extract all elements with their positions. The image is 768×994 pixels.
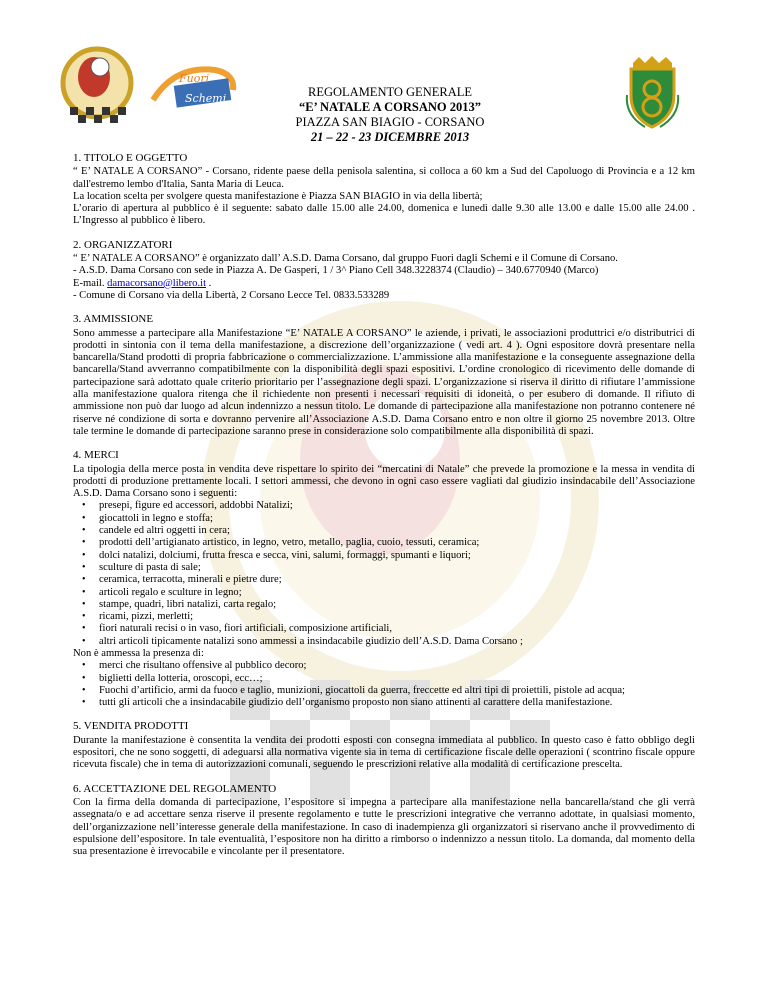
paragraph: - Comune di Corsano via della Libertà, 2 Corsano Lecce Tel. 0833.533289 (73, 289, 390, 301)
paragraph: La location scelta per svolgere questa manifestazione è Piazza SAN BIAGIO in via della libertà; (73, 190, 483, 202)
paragraph: “ E’ NATALE A CORSANO” è organizzato dall’ A.S.D. Dama Corsano, dal gruppo Fuori dagli Schemi e il Comune di Corsano. (73, 253, 618, 265)
denied-list (73, 660, 695, 709)
paragraph: “ E’ NATALE A CORSANO” - Corsano, ridente paese della penisola salentina, si colloca a 60 km a Sud del Capoluogo di Provincia e a 12 km dall'estremo lembo d'Italia, Santa Maria di Leuca. (73, 166, 695, 190)
email-link[interactable]: damacorsano@libero.it (107, 277, 207, 289)
paragraph: L’orario di apertura al pubblico è il seguente: sabato dalle 15.00 alle 24.00, domenica e lunedì dalle 9.30 alle 13.00 e dalle 15.00 alle 24.00 . L’Ingresso al pubblico è libero. (73, 203, 695, 227)
paragraph: La tipologia della merce posta in vendita deve rispettare lo spirito dei “mercatini di Natale” che prevede la promozione e la messa in vendita di prodotti di produzione prettamente locali. I settori ammessi, che devono in ogni caso essere vagliati dal giudizio insindacabile dell’Associazione A.S.D. Dama Corsano sono i seguenti: (73, 463, 695, 500)
document-title (230, 85, 550, 145)
section-title: 4. MERCI (73, 449, 119, 462)
paragraph: Con la firma della domanda di partecipazione, l’espositore si impegna a partecipare alla manifestazione nella bancarella/stand che gli verrà assegnata/o e ad accettare senza riserve il presente regolamento e tutte le prescrizioni integrative che verranno adottate, in qualsiasi momento, dell’organizzazione nell’interesse generale della manifestazione. In caso di inadempienza gli organizzatori si riservano anche il provvedimento di espulsione dell’espositore. In tale eventualità, l’espositore non ha diritto a rimborso o indennizzo a nessun titolo. La domanda, dal momento della sua presentazione è irrevocabile e vincolante per il presentatore. (73, 796, 695, 858)
email-after: . (206, 277, 212, 289)
list-item: • ceramica, terracotta, minerali e pietre dure; (99, 574, 695, 586)
section-3 (73, 313, 695, 438)
list-item: • dolci natalizi, dolciumi, frutta fresca e secca, vini, salumi, formaggi, spumanti e liquori; (99, 550, 695, 562)
section-title: 1. TITOLO E OGGETTO (73, 152, 188, 164)
fuori-dagli-schemi-logo-icon (145, 60, 240, 115)
list-item: • articoli regalo e sculture in legno; (99, 587, 695, 599)
list-item: • candele ed altri oggetti in cera; (99, 525, 695, 537)
svg-text:Schemi: Schemi (185, 92, 227, 105)
section-1 (73, 152, 695, 228)
list-item: • altri articoli tipicamente natalizi sono ammessi a insindacabile giudizio dell’A.S.D. Dama Corsano ; (99, 636, 695, 648)
title-line-2: “E’ NATALE A CORSANO 2013” (299, 100, 481, 114)
list-item: • sculture di pasta di sale; (99, 562, 695, 574)
allowed-list (73, 500, 695, 648)
paragraph: Durante la manifestazione è consentita la vendita dei prodotti esposti con consegna immediata al pubblico. In questo caso è fatto obbligo degli espositori, che ne sono soggetti, di adeguarsi alla normativa vigente sia in tema di certificazione fiscale delle operazioni ( scontrino fiscale oppure ricevuta fiscale) che in tema di autorizzazioni comunali, seguendo le prescrizioni relative alla modalità di certificazione prescelta. (73, 734, 695, 771)
section-title: 6. ACCETTAZIONE DEL REGOLAMENTO (73, 782, 277, 795)
section-2 (73, 239, 695, 302)
list-item: • presepi, figure ed accessori, addobbi Natalizi; (99, 500, 695, 512)
dama-corsano-logo-icon (60, 45, 135, 130)
paragraph: Sono ammesse a partecipare alla Manifestazione “E’ NATALE A CORSANO” le aziende, i privati, le associazioni produttrici e/o distributrici di prodotti in sintonia con il tema della manifestazione, a discrezione dell’organizzazione ( vedi art. 4 ). Ogni espositore dovrà presentare nella bancarella/Stand prodotti di propria fabbricazione o commercializzazione. L’ammissione alla manifestazione e la conseguente assegnazione della bancarella/Stand avverranno compatibilmente con la disponibilità degli spazi espositivi. L’ordine cronologico di ricevimento delle domande di partecipazione sarà adottato quale criterio prioritario per l’assegnazione degli spazi. L’organizzazione si riserva il diritto di rifiutare l’ammissione alla manifestazione qualora ritenga che il richiedente non presenti i necessari requisiti di idoneità, o per esubero di domande. Il rifiuto di ammissione non può dar luogo ad alcun indennizzo a nessun titolo. Le domande di partecipazione alla manifestazione non potranno contenere né riserve né condizione di sorta e dovranno pervenire all’Associazione A.S.D. Dama Corsano entro e non oltre il giorno 25 novembre 2013. Oltre tale termine le domande di partecipazione saranno prese in considerazione solo compatibilmente alla disponibilità di spazi. (73, 327, 695, 437)
email-line (73, 278, 695, 290)
svg-text:Fuori: Fuori (179, 72, 210, 85)
section-title: 3. AMMISSIONE (73, 313, 154, 326)
paragraph: Non è ammessa la presenza di: (73, 647, 204, 659)
section-4 (73, 449, 695, 709)
section-title: 5. VENDITA PRODOTTI (73, 720, 189, 733)
section-title: 2. ORGANIZZATORI (73, 238, 173, 251)
list-item: • prodotti dell’artigianato artistico, in legno, vetro, metallo, paglia, cuoio, tessuti, ceramica; (99, 537, 695, 549)
list-item: • tutti gli articoli che a insindacabile giudizio dell’organismo proposto non siano attinenti al carattere della manifestazione. (99, 697, 695, 709)
paragraph: - A.S.D. Dama Corsano con sede in Piazza A. De Gasperi, 1 / 3^ Piano Cell 348.3228374 (Claudio) – 340.6770940 (Marco) (73, 265, 599, 277)
list-item: • merci che risultano offensive al pubblico decoro; (99, 660, 695, 672)
header (0, 55, 768, 144)
corsano-coat-of-arms-icon (625, 55, 680, 130)
list-item: • giocattoli in legno e stoffa; (99, 513, 695, 525)
title-line-3: PIAZZA SAN BIAGIO - CORSANO (295, 115, 485, 129)
list-item: • biglietti della lotteria, oroscopi, ecc…; (99, 673, 695, 685)
document-body (73, 152, 695, 869)
title-line-4: 21 – 22 - 23 DICEMBRE 2013 (310, 130, 470, 144)
list-item: • Fuochi d’artificio, armi da fuoco e taglio, munizioni, giocattoli da guerra, freccette ed altri tipi di proiettili, pistole ad acqua; (99, 685, 695, 697)
list-item: • fiori naturali recisi o in vaso, fiori artificiali, composizione artificiali, (99, 623, 695, 635)
section-6 (73, 783, 695, 859)
section-5 (73, 720, 695, 771)
title-line-1: REGOLAMENTO GENERALE (308, 85, 472, 99)
list-item: • stampe, quadri, libri natalizi, carta regalo; (99, 599, 695, 611)
email-label: E-mail. (73, 277, 108, 289)
list-item: • ricami, pizzi, merletti; (99, 611, 695, 623)
